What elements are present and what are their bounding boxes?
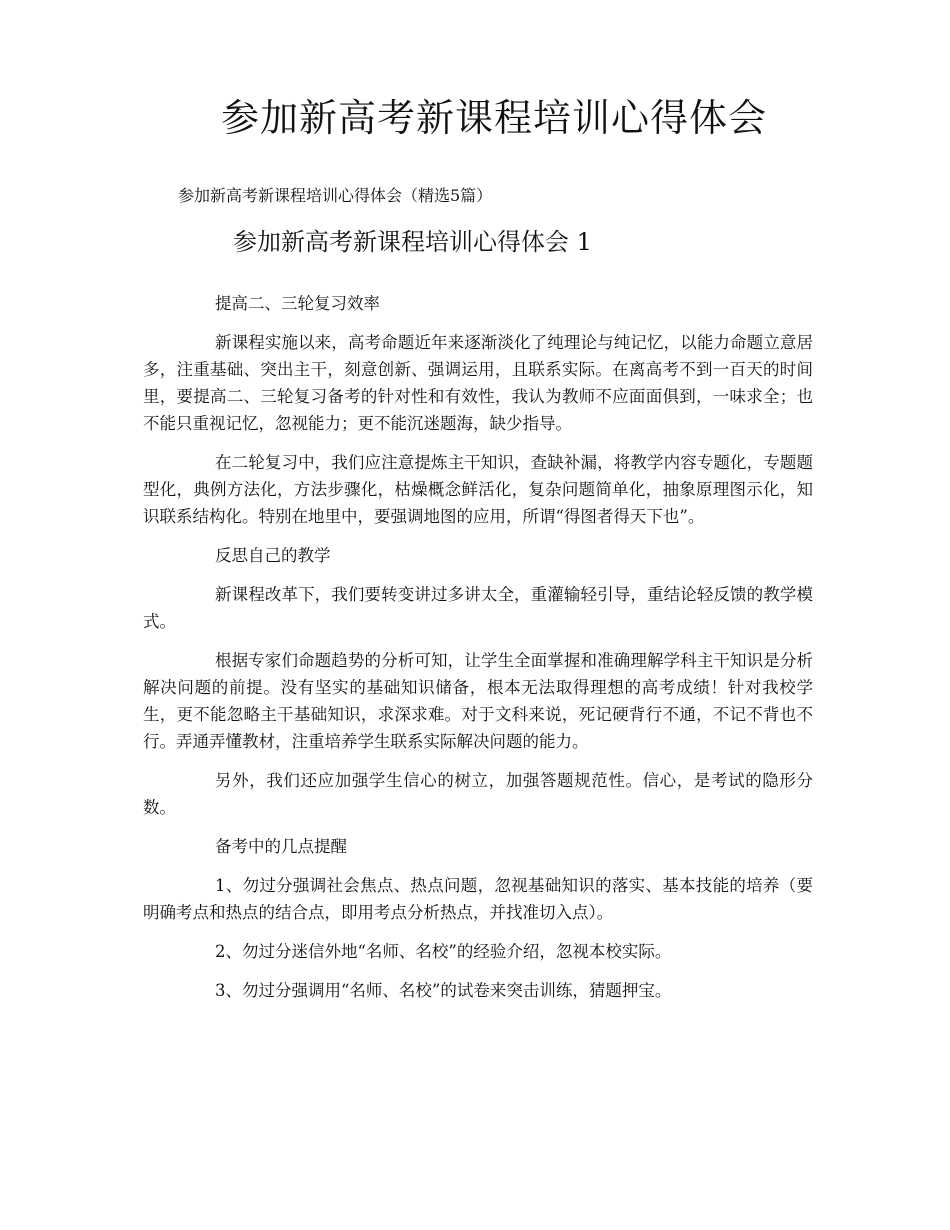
document-body xyxy=(143,290,813,1016)
subheading-reflection: 反思自己的教学 xyxy=(215,546,331,565)
paragraph: 新课程改革下，我们要转变讲过多讲太全，重灌输轻引导，重结论轻反馈的教学模式。 xyxy=(143,585,813,631)
paragraph: 新课程实施以来，高考命题近年来逐渐淡化了纯理论与纯记忆，以能力命题立意居多，注重基础、突出主干，刻意创新、强调运用，且联系实际。在离高考不到一百天的时间里，要提高二、三轮复习备考的针对性和有效性，我认为教师不应面面俱到，一味求全；也不能只重视记忆，忽视能力；更不能沉迷题海，缺少指导。 xyxy=(143,333,813,433)
paragraph: 根据专家们命题趋势的分析可知，让学生全面掌握和准确理解学科主干知识是分析解决问题的前提。没有坚实的基础知识储备，根本无法取得理想的高考成绩！针对我校学生，更不能忽略主干基础知识，求深求难。对于文科来说，死记硬背行不通，不记不背也不行。弄通弄懂教材，注重培养学生联系实际解决问题的能力。 xyxy=(143,651,813,751)
document-subtitle: 参加新高考新课程培训心得体会（精选5篇） xyxy=(178,186,493,205)
list-item: 2、勿过分迷信外地“名师、名校”的经验介绍，忽视本校实际。 xyxy=(215,942,672,961)
subheading-review-efficiency: 提高二、三轮复习效率 xyxy=(215,294,380,313)
section-title: 参加新高考新课程培训心得体会 1 xyxy=(233,228,592,256)
subheading-reminders: 备考中的几点提醒 xyxy=(215,837,347,856)
page-title: 参加新高考新课程培训心得体会 xyxy=(220,96,767,140)
list-item: 1、勿过分强调社会焦点、热点问题，忽视基础知识的落实、基本技能的培养（要明确考点和热点的结合点，即用考点分析热点，并找准切入点）。 xyxy=(143,876,813,922)
paragraph: 另外，我们还应加强学生信心的树立，加强答题规范性。信心，是考试的隐形分数。 xyxy=(143,771,813,817)
list-item: 3、勿过分强调用“名师、名校”的试卷来突击训练，猜题押宝。 xyxy=(215,981,672,1000)
paragraph: 在二轮复习中，我们应注意提炼主干知识，查缺补漏，将教学内容专题化，专题题型化，典例方法化，方法步骤化，枯燥概念鲜活化，复杂问题简单化，抽象原理图示化，知识联系结构化。特别在地里中，要强调地图的应用，所谓“得图者得天下也”。 xyxy=(143,453,813,526)
